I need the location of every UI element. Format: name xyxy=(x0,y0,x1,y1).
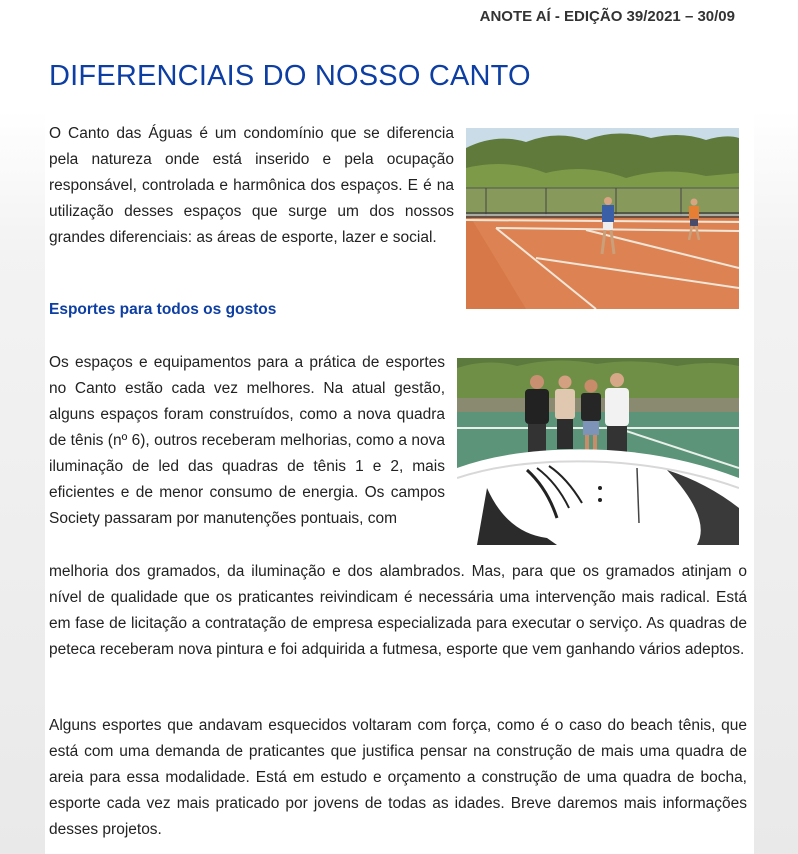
sports-paragraph-bottom: melhoria dos gramados, da iluminação e dos alambrados. Mas, para que os gramados atinjam o nível de qualidade que os praticantes reivindicam é necessária uma intervenção mais radical. Está em fase de licitação a contratação de empresa especializada para executar o serviço. As quadras de peteca receberam nova pintura e foi adquirida a futmesa, esporte que vem ganhando vários adeptos. xyxy=(49,563,747,658)
page-title: DIFERENCIAIS DO NOSSO CANTO xyxy=(49,60,531,92)
edition-header: ANOTE AÍ - EDIÇÃO 39/2021 – 30/09 xyxy=(479,8,735,25)
page-margin-left xyxy=(0,110,45,854)
group-photo xyxy=(457,358,739,545)
intro-paragraph: O Canto das Águas é um condomínio que se diferencia pela natureza onde está inserido e pela ocupação responsável, controlada e harmônica dos espaços. E é na utilização desses espaços que surge um dos nossos grandes diferenciais: as áreas de esporte, lazer e social. xyxy=(49,125,454,246)
closing-paragraph: Alguns esportes que andavam esquecidos voltaram com força, como é o caso do beach tênis, que está com uma demanda de praticantes que justifica pensar na construção de mais uma quadra de areia para essa modalidade. Está em estudo e orçamento a construção de uma quadra de bocha, esporte cada vez mais praticado por jovens de todas as idades. Breve daremos mais informações desses projetos. xyxy=(49,717,747,838)
tennis-court-photo xyxy=(466,128,739,309)
sports-paragraph-top: Os espaços e equipamentos para a prática de esportes no Canto estão cada vez melhores. Na atual gestão, alguns espaços foram construídos, como a nova quadra de tênis (nº 6), outros receberam melhorias, como a nova iluminação de led das quadras de tênis 1 e 2, mais eficientes e de menor consumo de energia. Os campos Society passaram por manutenções pontuais, com xyxy=(49,354,445,527)
section-subheading: Esportes para todos os gostos xyxy=(49,301,277,318)
page-margin-right xyxy=(754,110,798,854)
